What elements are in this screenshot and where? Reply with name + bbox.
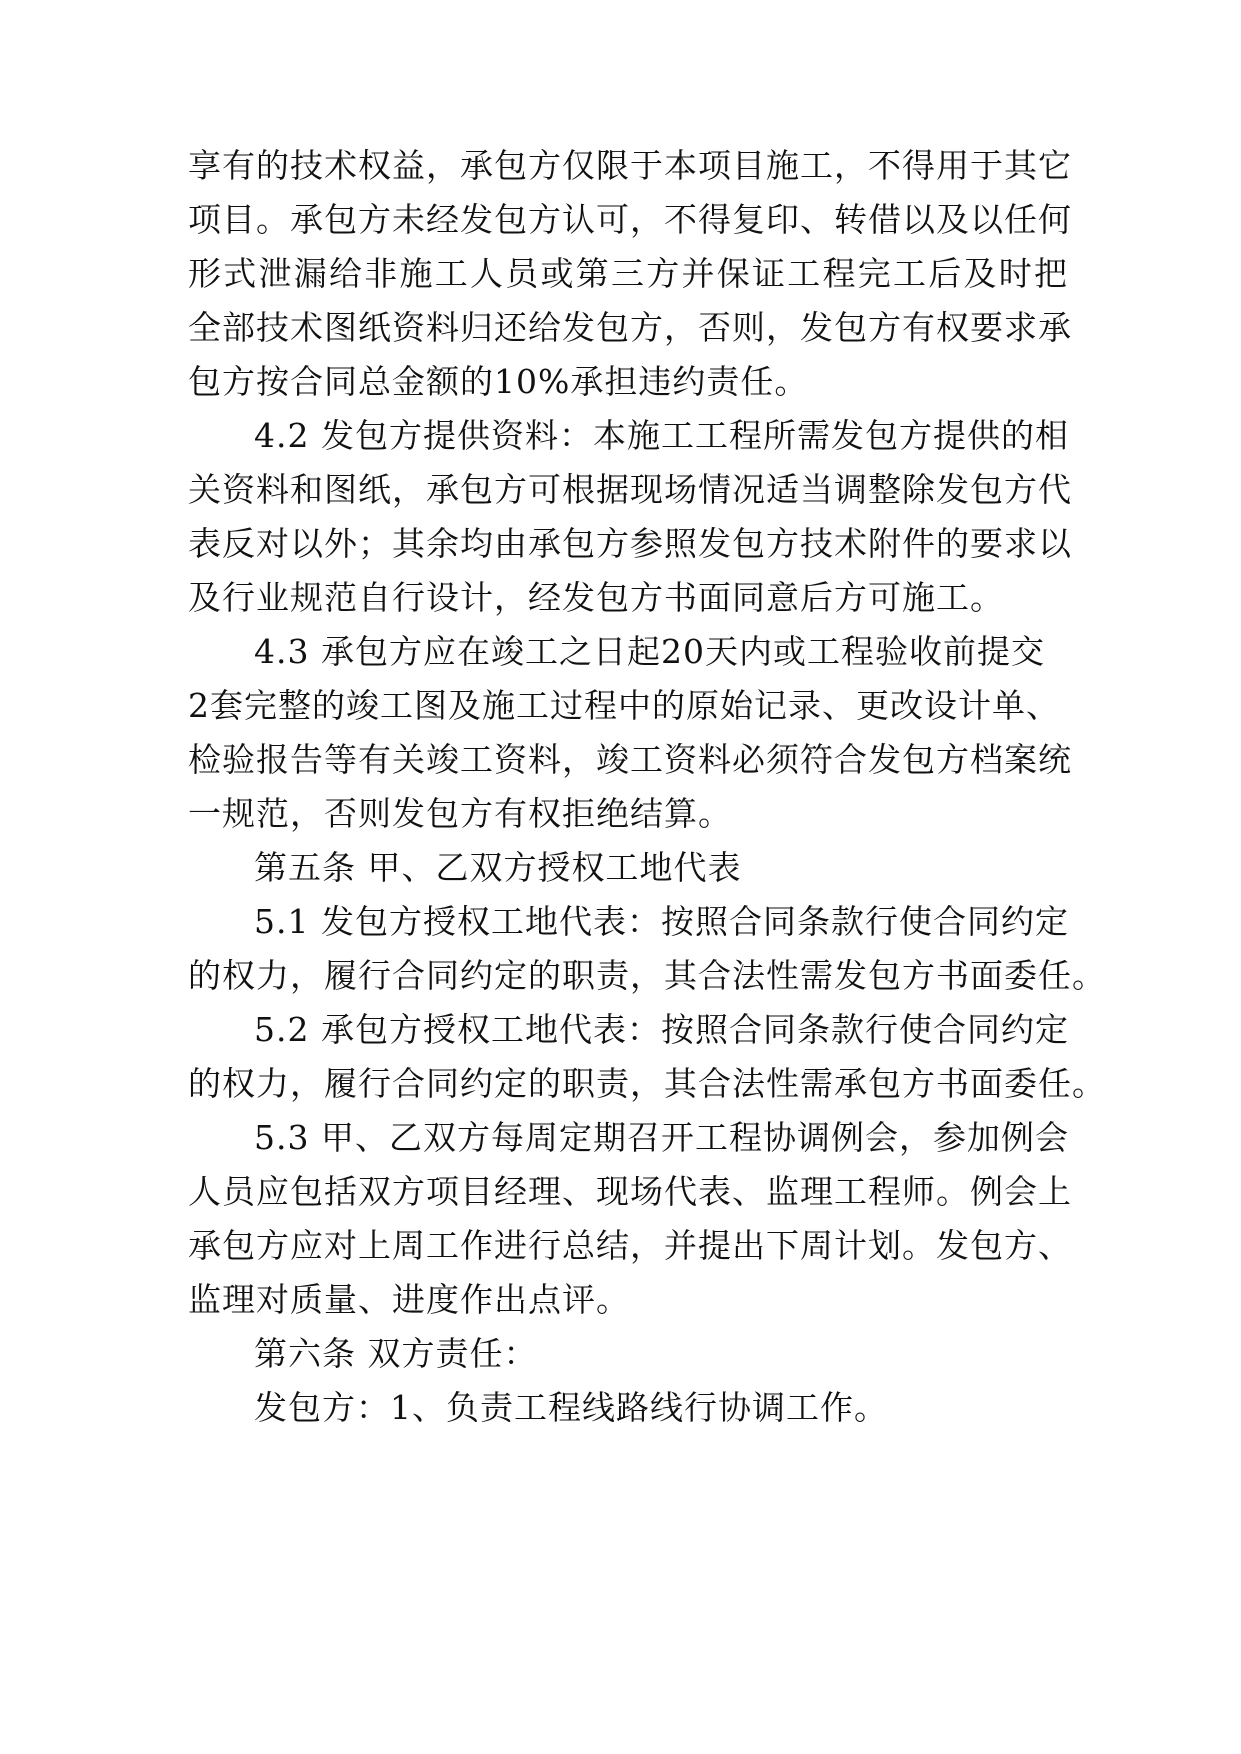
text-line: 监理对质量、进度作出点评。 [188,1280,630,1319]
text-line: 承包方应对上周工作进行总结，并提出下周计划。发包方、 [188,1226,1072,1265]
text-line: 享有的技术权益，承包方仅限于本项目施工，不得用于其它 [188,146,1072,185]
section-heading: 第五条 甲、乙双方授权工地代表 [254,848,742,887]
text-line: 发包方：1、负责工程线路线行协调工作。 [254,1388,888,1427]
text-line: 检验报告等有关竣工资料，竣工资料必须符合发包方档案统 [188,740,1072,779]
text-line: 关资料和图纸，承包方可根据现场情况适当调整除发包方代 [188,470,1072,509]
text-line: 的权力，履行合同约定的职责，其合法性需承包方书面委任。 [188,1064,1106,1103]
text-line: 2套完整的竣工图及施工过程中的原始记录、更改设计单、 [188,686,1060,725]
text-line: 5.2 承包方授权工地代表：按照合同条款行使合同约定 [254,1010,1069,1049]
text-line: 及行业规范自行设计，经发包方书面同意后方可施工。 [188,578,1004,617]
text-line: 4.2 发包方提供资料：本施工工程所需发包方提供的相 [254,416,1069,455]
text-line: 一规范，否则发包方有权拒绝结算。 [188,794,732,833]
text-line: 表反对以外；其余均由承包方参照发包方技术附件的要求以 [188,524,1072,563]
text-line: 5.1 发包方授权工地代表：按照合同条款行使合同约定 [254,902,1069,941]
section-heading: 第六条 双方责任： [254,1334,538,1373]
text-line: 项目。承包方未经发包方认可，不得复印、转借以及以任何 [188,200,1072,239]
text-line: 形式泄漏给非施工人员或第三方并保证工程完工后及时把 [188,254,1068,293]
text-line: 5.3 甲、乙双方每周定期召开工程协调例会，参加例会 [254,1118,1069,1157]
text-line: 的权力，履行合同约定的职责，其合法性需发包方书面委任。 [188,956,1106,995]
text-line: 包方按合同总金额的10%承担违约责任。 [188,362,809,401]
text-line: 4.3 承包方应在竣工之日起20天内或工程验收前提交 [254,632,1045,671]
text-line: 人员应包括双方项目经理、现场代表、监理工程师。例会上 [188,1172,1072,1211]
text-line: 全部技术图纸资料归还给发包方，否则，发包方有权要求承 [188,308,1072,347]
